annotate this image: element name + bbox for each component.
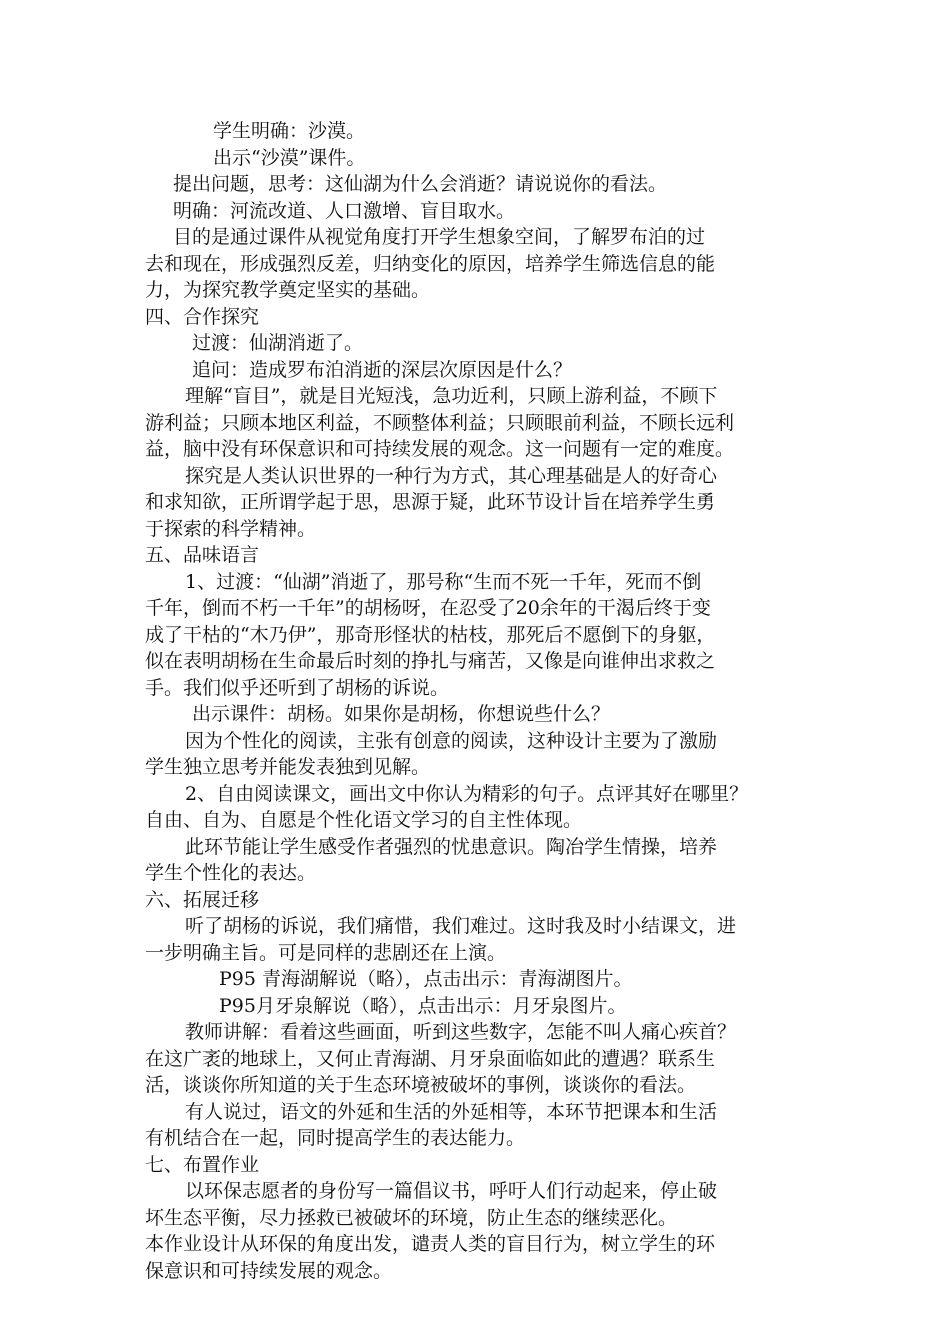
text-line: 有人说过，语文的外延和生活的外延相等，本环节把课本和生活 [185, 1100, 718, 1123]
section-heading: 五、品味语言 [145, 544, 260, 566]
text-line: 保意识和可持续发展的观念。 [145, 1259, 393, 1282]
text-line: 成了干枯的“木乃伊”，那奇形怪状的枯枝，那死后不愿倒下的身躯， [145, 623, 716, 646]
text-line: 坏生态平衡，尽力拯救已被破坏的环境，防止生态的继续恶化。 [145, 1206, 678, 1229]
text-line: 过渡：仙湖消逝了。 [192, 332, 364, 354]
text-line: 学生明确：沙漠。 [213, 120, 366, 142]
text-line: 学生个性化的表达。 [145, 862, 317, 884]
text-line: 和求知欲，正所谓学起于思，思源于疑，此环节设计旨在培养学生勇 [145, 491, 716, 513]
text-line: 有机结合在一起，同时提高学生的表达能力。 [145, 1127, 526, 1149]
text-line: 1、过渡：“仙湖”消逝了，那号称“生而不死一千年，死而不倒 [185, 570, 702, 593]
text-line: P95月牙泉解说（略），点击出示：月牙泉图片。 [219, 994, 627, 1017]
text-line: 理解“盲目”，就是目光短浅，急功近利，只顾上游利益，不顾下 [185, 385, 718, 407]
text-line: 似在表明胡杨在生命最后时刻的挣扎与痛苦，又像是向谁伸出求救之 [145, 650, 716, 672]
text-line: 在这广袤的地球上，又何止青海湖、月牙泉面临如此的遭遇？联系生 [145, 1047, 716, 1070]
section-heading: 六、拓展迁移 [145, 888, 260, 911]
text-line: 探究是人类认识世界的一种行为方式，其心理基础是人的好奇心 [185, 464, 718, 487]
text-line: 本作业设计从环保的角度出发，谴责人类的盲目行为，树立学生的环 [145, 1233, 716, 1255]
text-line: 目的是通过课件从视觉角度打开学生想象空间，了解罗布泊的过 [173, 226, 706, 248]
section-heading: 七、布置作业 [145, 1153, 260, 1176]
text-line: 提出问题，思考：这仙湖为什么会消逝？请说说你的看法。 [173, 173, 668, 195]
text-line: 自由、自为、自愿是个性化语文学习的自主性体现。 [145, 809, 583, 831]
text-line: 2、自由阅读课文，画出文中你认为精彩的句子。点评其好在哪里？ [185, 782, 749, 805]
text-line: 去和现在，形成强烈反差，归纳变化的原因，培养学生筛选信息的能 [145, 252, 716, 275]
text-line: 活，谈谈你所知道的关于生态环境被破坏的事例，谈谈你的看法。 [145, 1074, 697, 1096]
text-line: 手。我们似乎还听到了胡杨的诉说。 [145, 676, 450, 699]
text-line: 游利益；只顾本地区利益，不顾整体利益；只顾眼前利益，不顾长远利 [145, 411, 735, 434]
text-line: 出示课件：胡杨。如果你是胡杨，你想说些什么？ [192, 703, 611, 725]
text-line: 千年，倒而不朽一千年”的胡杨呀，在忍受了20余年的干渴后终于变 [145, 597, 711, 619]
text-line: 出示“沙漠”课件。 [213, 146, 366, 169]
text-line: 教师讲解：看着这些画面，听到这些数字，怎能不叫人痛心疾首？ [185, 1021, 737, 1043]
document-body [145, 118, 825, 1284]
text-line: 听了胡杨的诉说，我们痛惜，我们难过。这时我及时小结课文，进 [185, 915, 737, 937]
text-line: 学生独立思考并能发表独到见解。 [145, 756, 431, 778]
text-line: 此环节能让学生感受作者强烈的忧患意识。陶冶学生情操，培养 [185, 835, 718, 858]
text-line: 于探索的科学精神。 [145, 517, 317, 540]
text-line: 一步明确主旨。可是同样的悲剧还在上演。 [145, 941, 507, 964]
section-heading: 四、合作探究 [145, 305, 260, 328]
text-line: P95 青海湖解说（略），点击出示：青海湖图片。 [219, 968, 633, 990]
text-line: 以环保志愿者的身份写一篇倡议书，呼吁人们行动起来，停止破 [185, 1180, 718, 1202]
text-line: 追问：造成罗布泊消逝的深层次原因是什么？ [192, 358, 573, 381]
text-line: 明确：河流改道、人口激增、盲目取水。 [173, 199, 516, 222]
text-line: 益，脑中没有环保意识和可持续发展的观念。这一问题有一定的难度。 [145, 438, 735, 460]
text-line: 因为个性化的阅读，主张有创意的阅读，这种设计主要为了激励 [185, 729, 718, 752]
text-line: 力，为探究教学奠定坚实的基础。 [145, 279, 431, 301]
